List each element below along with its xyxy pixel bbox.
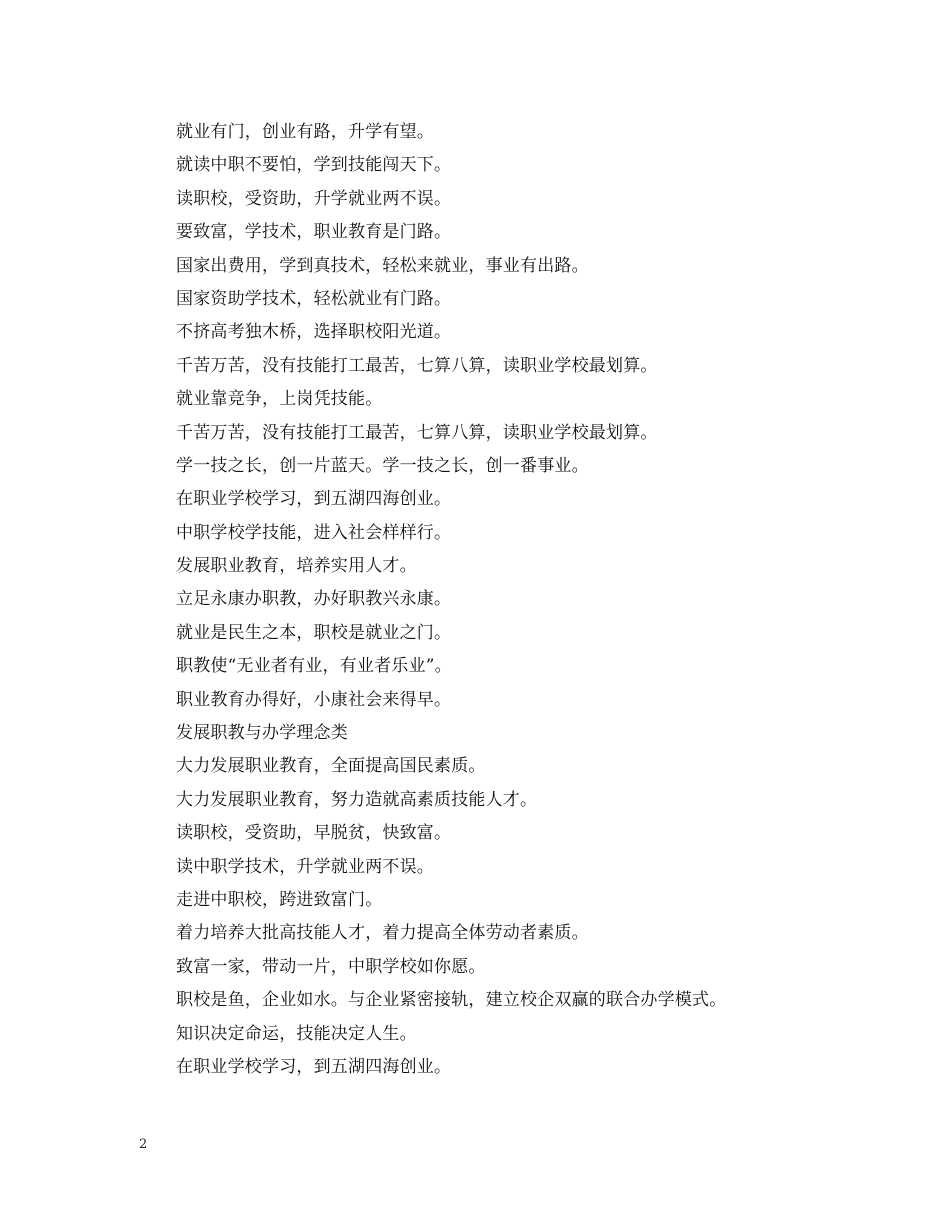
slogan-line: 立足永康办职教，办好职教兴永康。	[176, 589, 452, 610]
slogan-line: 职校是鱼，企业如水。与企业紧密接轨，建立校企双赢的联合办学模式。	[176, 990, 727, 1011]
slogan-line: 国家资助学技术，轻松就业有门路。	[176, 288, 452, 309]
slogan-line: 就业有门，创业有路，升学有望。	[176, 122, 434, 142]
slogan-line: 不挤高考独木桥，选择职校阳光道。	[176, 322, 452, 343]
slogan-line: 就业是民生之本，职校是就业之门。	[176, 622, 452, 643]
slogan-line: 读中职学技术，升学就业两不误。	[176, 856, 434, 877]
slogan-line: 国家出费用，学到真技术，轻松来就业，事业有出路。	[176, 255, 589, 276]
slogan-line: 大力发展职业教育，努力造就高素质技能人才。	[176, 789, 538, 810]
slogan-line: 在职业学校学习，到五湖四海创业。	[176, 489, 452, 510]
slogan-line: 千苦万苦，没有技能打工最苦，七算八算，读职业学校最划算。	[176, 355, 658, 376]
slogan-line: 大力发展职业教育，全面提高国民素质。	[176, 756, 486, 777]
slogan-line: 千苦万苦，没有技能打工最苦，七算八算，读职业学校最划算。	[176, 422, 658, 443]
slogan-line: 致富一家，带动一片，中职学校如你愿。	[176, 956, 486, 977]
slogan-line: 要致富，学技术，职业教育是门路。	[176, 222, 452, 243]
slogan-line: 知识决定命运，技能决定人生。	[176, 1023, 417, 1044]
slogan-line: 发展职业教育，培养实用人才。	[176, 556, 417, 577]
slogan-line: 职教使“无业者有业，有业者乐业”。	[176, 656, 452, 677]
slogan-line: 中职学校学技能，进入社会样样行。	[176, 522, 452, 543]
slogan-line: 读职校，受资助，早脱贫，快致富。	[176, 823, 452, 844]
slogan-line: 就业靠竞争，上岗凭技能。	[176, 389, 383, 410]
slogan-line: 学一技之长，创一片蓝天。学一技之长，创一番事业。	[176, 455, 589, 476]
slogan-line: 着力培养大批高技能人才，着力提高全体劳动者素质。	[176, 923, 589, 944]
section-heading: 发展职教与办学理念类	[176, 723, 348, 744]
slogan-list	[176, 116, 876, 1084]
slogan-line: 读职校，受资助，升学就业两不误。	[176, 188, 452, 209]
slogan-line: 在职业学校学习，到五湖四海创业。	[176, 1056, 452, 1077]
page-number: 2	[139, 1137, 148, 1152]
slogan-line: 职业教育办得好，小康社会来得早。	[176, 689, 452, 710]
slogan-line: 走进中职校，跨进致富门。	[176, 889, 383, 910]
slogan-line: 就读中职不要怕，学到技能闯天下。	[176, 155, 452, 176]
